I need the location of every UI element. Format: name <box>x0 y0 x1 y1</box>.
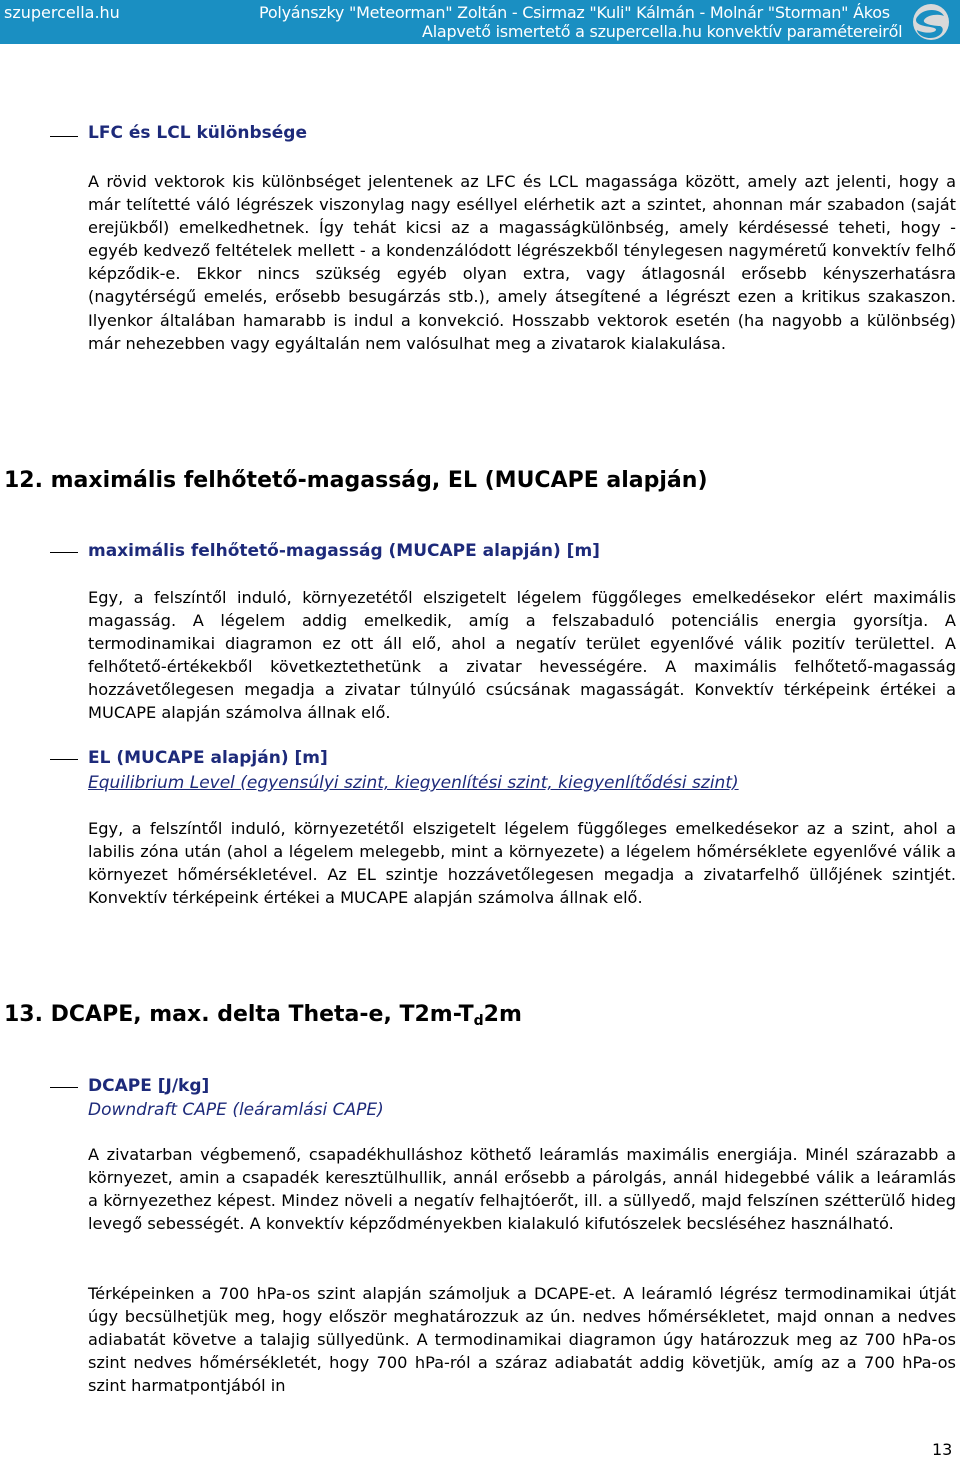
bullet-dash <box>50 1087 78 1088</box>
page-header <box>0 0 960 44</box>
el-subtitle: Equilibrium Level (egyensúlyi szint, kiegyenlítési szint, kiegyenlítődési szint) <box>88 773 739 793</box>
lfc-lcl-heading: LFC és LCL különbsége <box>88 123 307 143</box>
bullet-dash <box>50 759 78 760</box>
bullet-dash <box>50 552 78 553</box>
section-13-title <box>4 1001 522 1035</box>
max-cloudtop-heading: maximális felhőtető-magasság (MUCAPE alapján) [m] <box>88 541 600 561</box>
section-12-title: 12. maximális felhőtető-magasság, EL (MUCAPE alapján) <box>4 468 708 493</box>
page-number: 13 <box>932 1440 953 1459</box>
section-13-title-main: 13. DCAPE, max. delta Theta-e, T2m-T <box>4 1002 474 1027</box>
header-subtitle: Alapvető ismertető a szupercella.hu konvektív paramétereiről <box>422 22 903 41</box>
dcape-heading: DCAPE [J/kg] <box>88 1076 210 1096</box>
section-13-title-subscript: d <box>473 1013 484 1029</box>
dcape-paragraph-1: A zivatarban végbemenő, csapadékhulláshoz köthető leáramlás maximális energiája. Minél szárazabb a környezet, amin a csapadék keresztülhullik, annál erősebb a párolgás, annál hidegebbé válik a leáramlás a környezethez képest. Mindez növeli a negatív felhajtóerőt, ill. a süllyedő, majd felszínen szétterülő hideg levegő sebességét. A konvektív képződményekben kialakuló kifutószelek becsléséhez használható. <box>88 1145 956 1234</box>
bullet-dash <box>50 136 78 137</box>
header-authors: Polyánszky "Meteorman" Zoltán - Csirmaz "Kuli" Kálmán - Molnár "Storman" Ákos <box>259 3 890 22</box>
el-heading: EL (MUCAPE alapján) [m] <box>88 748 328 768</box>
max-cloudtop-paragraph: Egy, a felszíntől induló, környezetétől elszigetelt légelem függőleges emelkedésekor elért maximális magasság. A légelem addig emelkedik, amíg a felszabaduló potenciális energia gyorsítja. A termodinamikai diagramon ez ott áll elő, ahol a negatív terület egyenlővé válik pozitív területtel. A felhőtető-értékekből következtethetünk a zivatar hevességére. A maximális felhőtető-magasság hozzávetőlegesen megadja a zivatar túlnyúló csúcsának magasságát. Konvektív térképeink értékei a MUCAPE alapján számolva állnak elő. <box>88 588 956 723</box>
section-13-title-end: 2m <box>483 1002 522 1027</box>
el-paragraph: Egy, a felszíntől induló, környezetétől elszigetelt légelem függőleges emelkedésekor az a szint, ahol a labilis zóna után (ahol a légelem melegebb, mint a környezete) a légelem hőmérséklete egyenlővé válik a környezet hőmérsékletével. Az EL szintje hozzávetőlegesen megadja a zivatarfelhő üllőjének szintjét. Konvektív térképeink értékei a MUCAPE alapján számolva állnak elő. <box>88 819 956 908</box>
dcape-paragraph-2: Térképeinken a 700 hPa-os szint alapján számoljuk a DCAPE-et. A leáramló légrész termodinamikai útját úgy becsülhetjük meg, hogy először meghatározzuk az ún. nedves hőmérsékletet, majd onnan a nedves adiabatát követve a talajig süllyedünk. A termodinamikai diagramon úgy határozzuk meg az 700 hPa-os szint nedves hőmérsékletét, hogy 700 hPa-ról a száraz adiabatát addig követjük, amíg az a 700 hPa-os szint harmatpontjából in <box>88 1284 956 1396</box>
dcape-subtitle: Downdraft CAPE (leáramlási CAPE) <box>88 1100 384 1120</box>
lfc-lcl-paragraph: A rövid vektorok kis különbséget jelentenek az LFC és LCL magassága között, amely azt jelenti, hogy a már telítetté váló légrészek viszonylag nagy eséllyel elérhetik azt a szintet, ahonnan már szabadon (saját erejükből) emelkedhetnek. Így tehát kicsi az a magasságkülönbség, amely kérdésessé teheti, hogy - egyéb kedvező feltételek mellett - a kondenzálódott légrészekből ténylegesen nagyméretű konvektív felhő képződik-e. Ekkor nincs szükség egyéb olyan extra, vagy átlagosnál erősebb kényszerhatásra (nagytérségű emelés, erősebb besugárzás stb.), amely átsegítené a légrészt ezen a kritikus szakaszon. Ilyenkor általában hamarabb is indul a konvekció. Hosszabb vektorok esetén (ha nagyobb a különbség) már nehezebben vagy egyáltalán nem valósulhat meg a zivatarok kialakulása. <box>88 172 956 353</box>
swirl-logo-icon <box>904 2 958 42</box>
site-name: szupercella.hu <box>4 3 120 22</box>
